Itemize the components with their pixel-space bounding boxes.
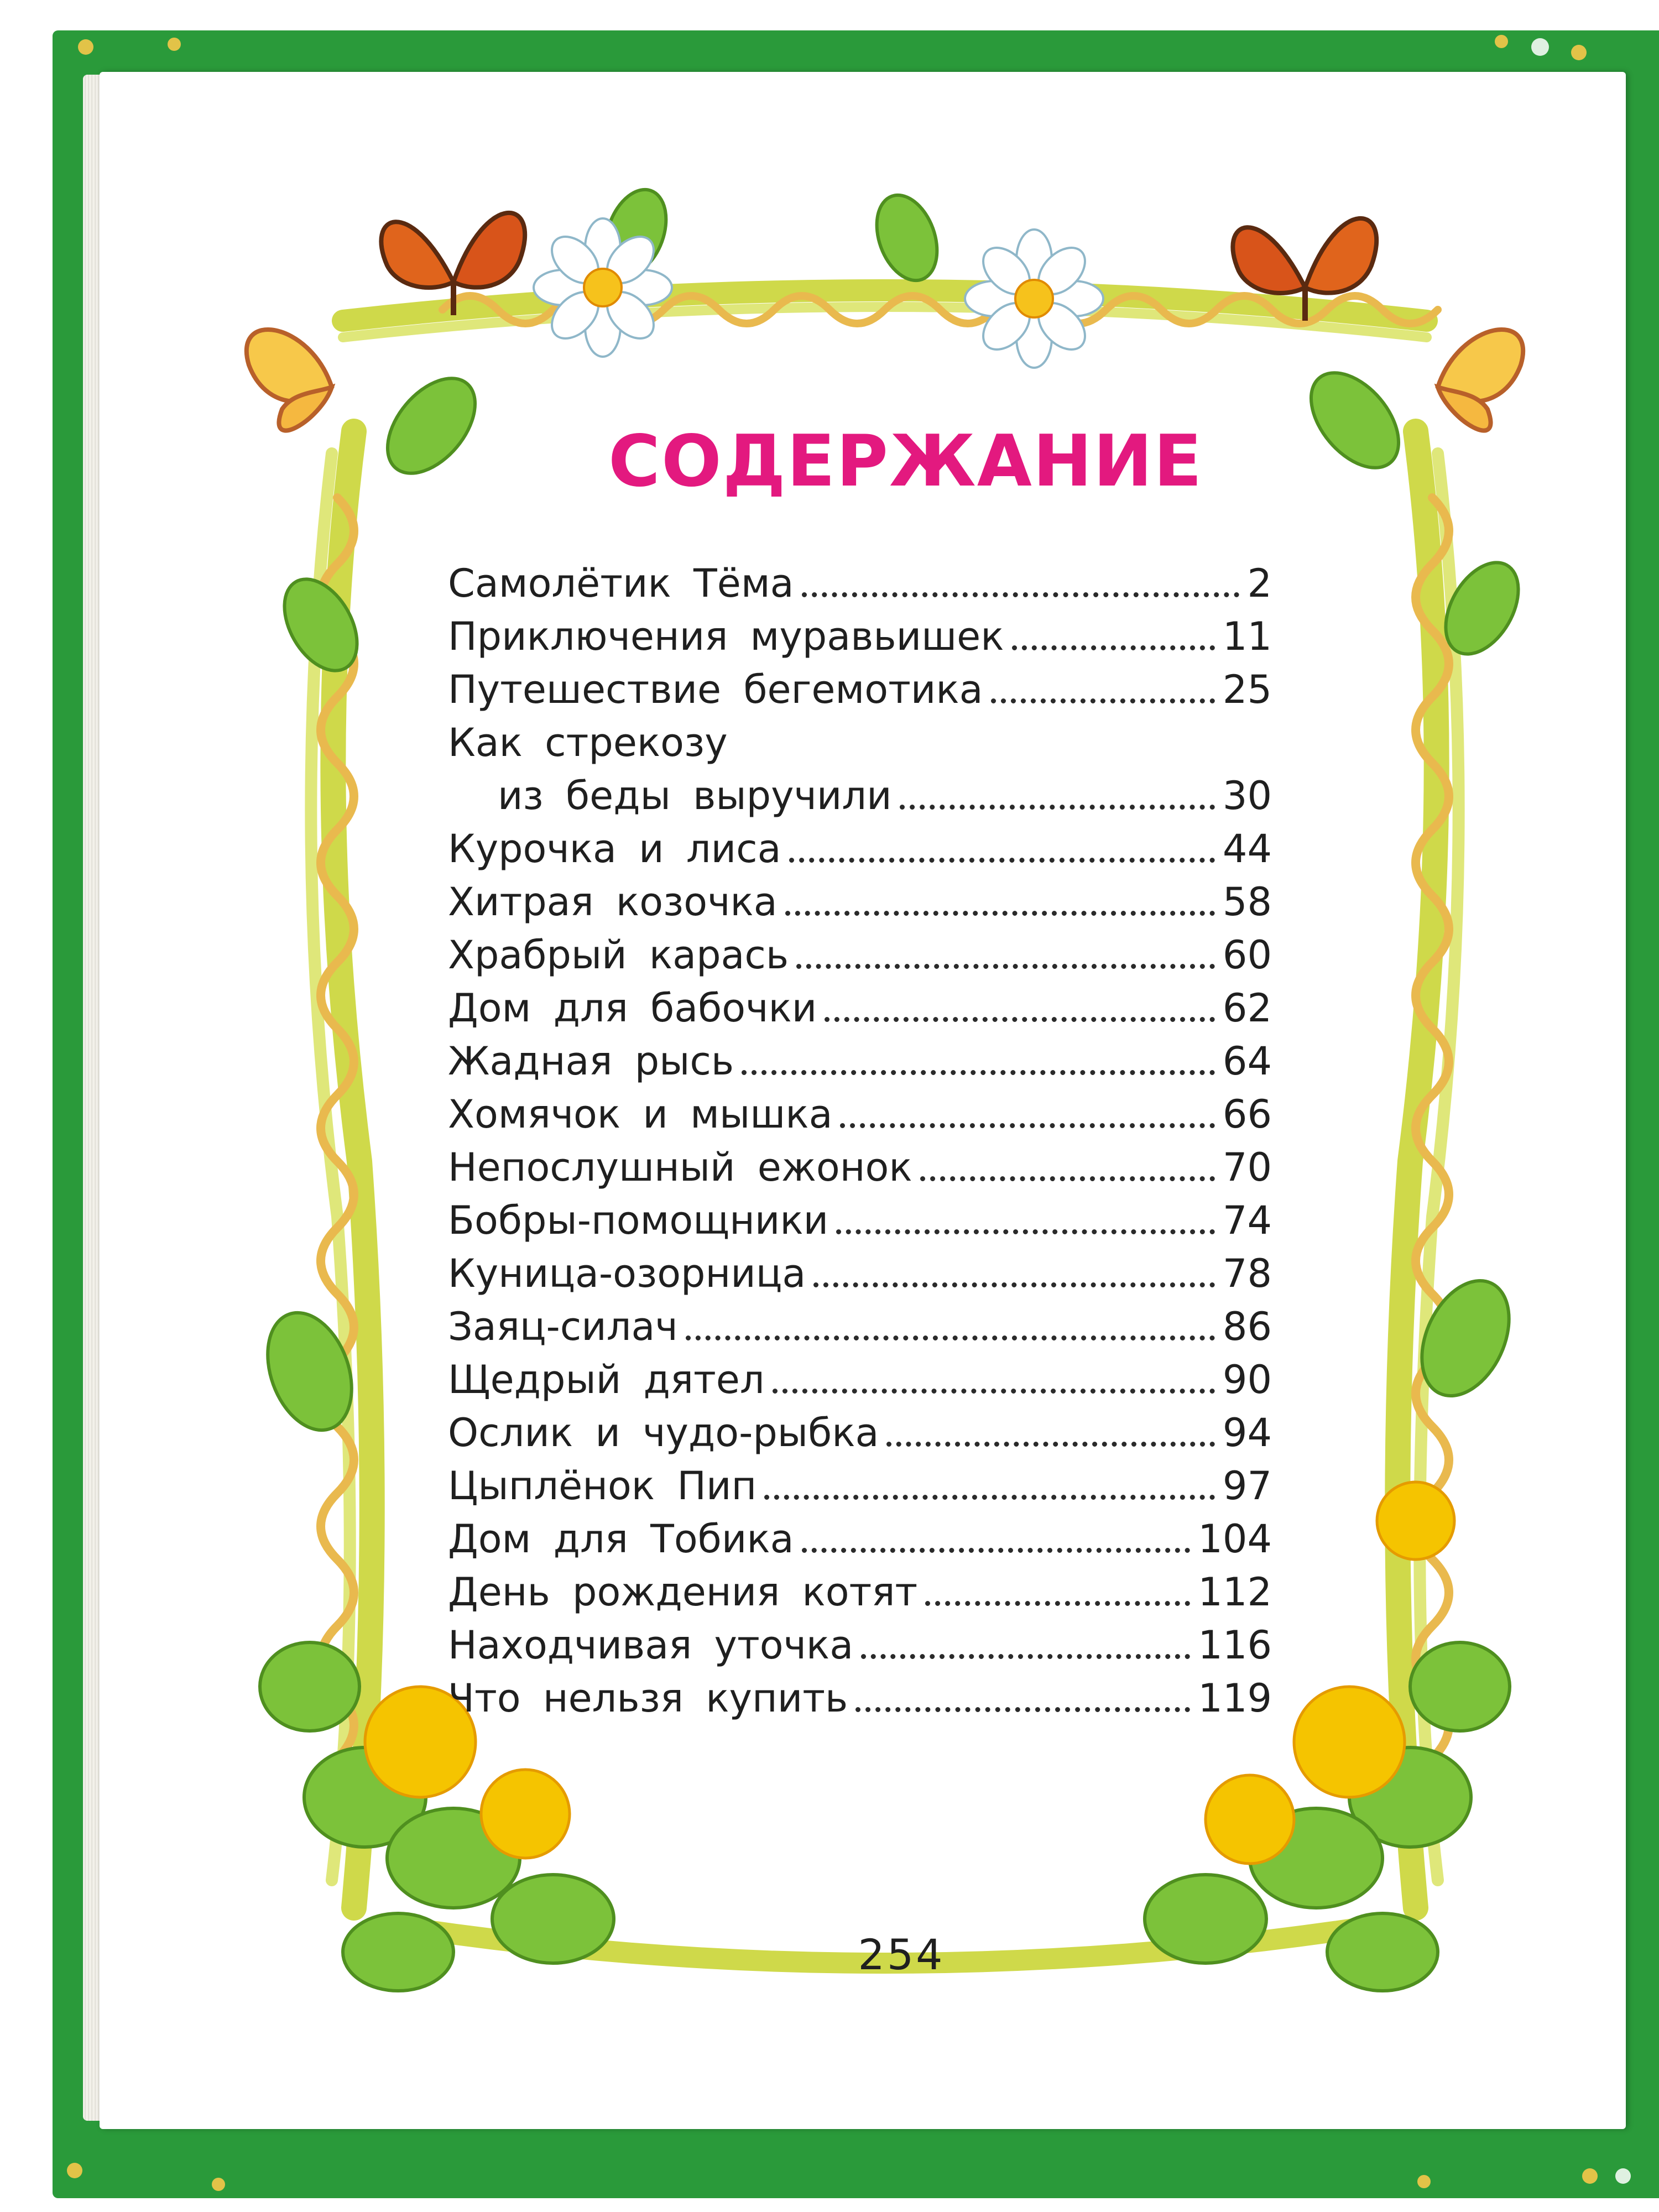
toc-entry-page: 25 [1222, 667, 1272, 712]
toc-entry [448, 1243, 1272, 1296]
toc-entry-title: Куница-озорница [448, 1251, 806, 1296]
toc-entry-page: 2 [1247, 561, 1272, 606]
toc-entry-title: День рождения котят [448, 1569, 918, 1615]
toc-entry-title: Курочка и лиса [448, 826, 781, 872]
toc-entry [448, 606, 1272, 659]
dot-leader [802, 592, 1240, 597]
toc-entry-page: 66 [1222, 1092, 1272, 1137]
toc-entry-page: 116 [1198, 1623, 1272, 1668]
dot-leader [1012, 645, 1215, 650]
toc-entry-page: 44 [1222, 826, 1272, 872]
toc-entry [448, 1084, 1272, 1137]
toc-entry-title: Жадная рысь [448, 1039, 734, 1084]
toc-entry [448, 1349, 1272, 1402]
dot-leader [825, 1017, 1215, 1022]
dot-leader [686, 1335, 1215, 1340]
toc-entry-title: Заяц-силач [448, 1304, 678, 1349]
toc-entry [448, 659, 1272, 712]
toc-entry [448, 1668, 1272, 1721]
toc-entry [448, 1615, 1272, 1668]
page-title: СОДЕРЖАНИЕ [608, 420, 1203, 503]
toc-entry-page: 62 [1222, 985, 1272, 1031]
toc-entry-page: 30 [1222, 773, 1272, 818]
dot-leader [764, 1495, 1215, 1500]
toc-entry-title: Как стрекозу [448, 720, 728, 765]
toc-entry [448, 712, 1272, 765]
toc-entry-page: 86 [1222, 1304, 1272, 1349]
dot-leader [920, 1176, 1215, 1181]
toc-entry-title: Находчивая уточка [448, 1623, 854, 1668]
toc-entry-title: Дом для Тобика [448, 1516, 794, 1562]
dot-leader [886, 1442, 1215, 1447]
toc-entry [448, 1296, 1272, 1349]
toc-entry-page: 119 [1198, 1676, 1272, 1721]
dot-leader [861, 1654, 1190, 1659]
toc-entry [448, 1137, 1272, 1190]
dot-leader [840, 1123, 1214, 1128]
toc-entry-page: 97 [1222, 1463, 1272, 1509]
toc-entry-page: 60 [1222, 932, 1272, 978]
butterfly-yellow [1438, 330, 1523, 431]
toc-entry-title: Хомячок и мышка [448, 1092, 833, 1137]
toc-entry-page: 104 [1198, 1516, 1272, 1562]
dot-leader [785, 911, 1215, 916]
toc-entry [448, 1402, 1272, 1455]
butterfly-yellow [247, 330, 332, 431]
toc-entry-title: Щедрый дятел [448, 1357, 765, 1402]
toc-entry-title: Самолётик Тёма [448, 561, 794, 606]
toc-entry-page: 70 [1222, 1145, 1272, 1190]
toc-entry [448, 1031, 1272, 1084]
toc-entry [448, 872, 1272, 925]
toc-entry-title: Хитрая козочка [448, 879, 778, 925]
toc-entry [448, 818, 1272, 872]
toc-entry [448, 925, 1272, 978]
toc-entry-page: 11 [1222, 614, 1272, 659]
toc-entry-title: Что нельзя купить [448, 1676, 848, 1721]
toc-entry-page: 64 [1222, 1039, 1272, 1084]
toc-entry-title: Ослик и чудо-рыбка [448, 1410, 879, 1455]
toc-entry [448, 1509, 1272, 1562]
toc-entry-title: Путешествие бегемотика [448, 667, 983, 712]
dot-leader [900, 805, 1215, 810]
toc-entry-page: 58 [1222, 879, 1272, 925]
dot-leader [925, 1601, 1190, 1606]
toc-entry-title: Храбрый карась [448, 932, 789, 978]
toc-entry-page: 74 [1222, 1198, 1272, 1243]
toc-entry-title: Непослушный ежонок [448, 1145, 912, 1190]
dot-leader [855, 1707, 1190, 1712]
toc-entry-title: Дом для бабочки [448, 985, 817, 1031]
table-of-contents [448, 553, 1272, 1721]
dot-leader [802, 1548, 1191, 1553]
toc-entry-title: Цыплёнок Пип [448, 1463, 757, 1509]
toc-entry-page: 112 [1198, 1569, 1272, 1615]
toc-entry [448, 1190, 1272, 1243]
toc-entry-page: 78 [1222, 1251, 1272, 1296]
toc-entry-page: 90 [1222, 1357, 1272, 1402]
toc-entry-page: 94 [1222, 1410, 1272, 1455]
toc-entry [448, 553, 1272, 606]
dot-leader [789, 858, 1215, 863]
dot-leader [796, 964, 1215, 969]
page-number: 254 [858, 1930, 945, 1979]
dot-leader [813, 1282, 1215, 1287]
dot-leader [991, 698, 1215, 703]
toc-entry-title: Приключения муравьишек [448, 614, 1004, 659]
toc-entry [448, 978, 1272, 1031]
toc-entry [448, 1562, 1272, 1615]
dot-leader [836, 1229, 1215, 1234]
toc-entry [448, 1455, 1272, 1509]
toc-entry-title-continuation: из беды выручили [498, 773, 892, 818]
toc-entry-title: Бобры-помощники [448, 1198, 829, 1243]
toc-entry-continuation [448, 765, 1272, 818]
dot-leader [773, 1389, 1215, 1394]
dot-leader [742, 1070, 1215, 1075]
